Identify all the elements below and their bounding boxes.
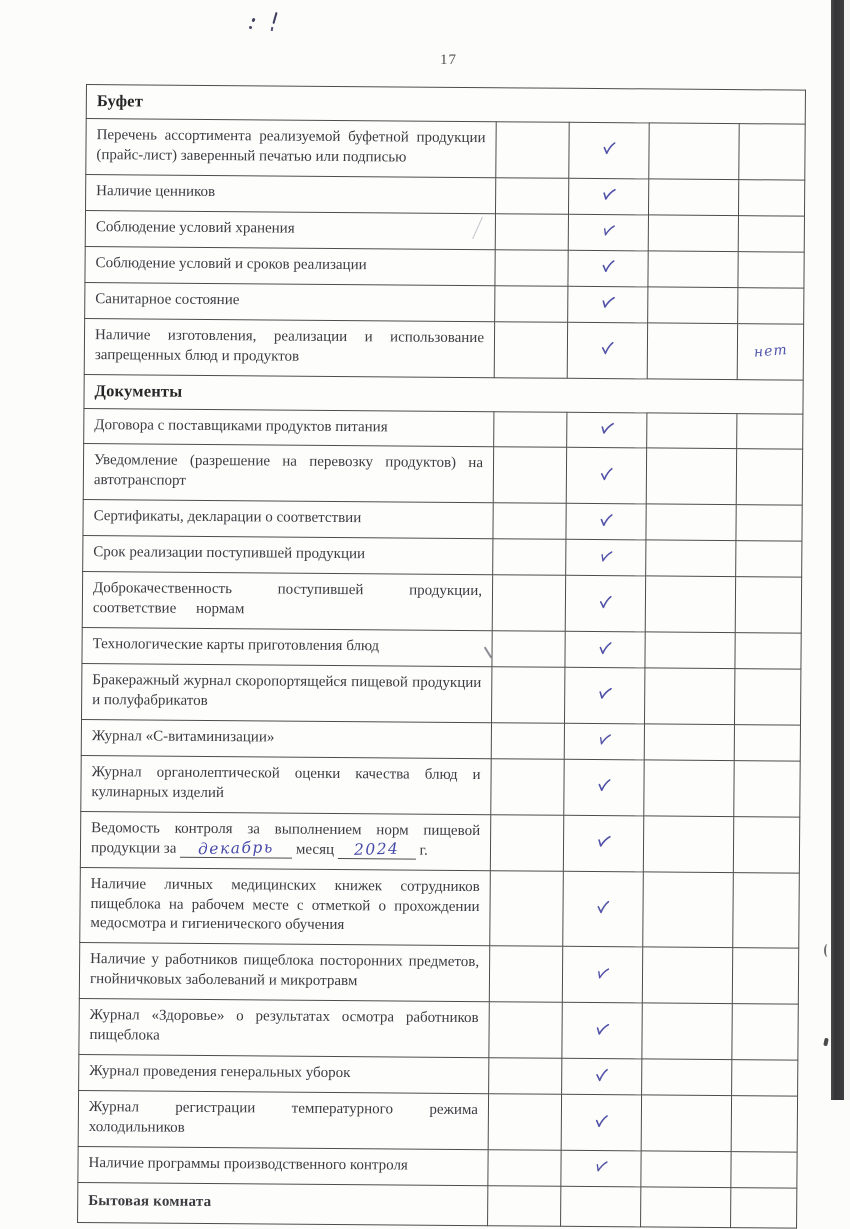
result-cell-2 xyxy=(641,1151,731,1188)
result-cell-2 xyxy=(643,871,734,948)
result-cell-1 xyxy=(489,1002,562,1058)
pen-scribble xyxy=(248,10,308,40)
checkmark-icon xyxy=(599,341,617,357)
result-cell-1 xyxy=(494,411,567,448)
result-cell-check xyxy=(566,504,646,541)
blank-line-year xyxy=(338,839,416,860)
ink-dot xyxy=(249,26,252,29)
checklist-row xyxy=(85,246,804,288)
item-description: Соблюдение условий хранения xyxy=(85,210,495,249)
result-cell-check xyxy=(564,759,644,816)
checkmark-icon xyxy=(594,900,612,916)
checkmark-icon xyxy=(600,222,617,240)
checklist-row xyxy=(86,119,805,181)
result-cell-1 xyxy=(491,759,564,815)
item-description-text: Ведомость контроля за выполнением норм пищевой продукции за xyxy=(90,819,481,857)
ink-slash xyxy=(272,12,277,24)
result-cell-2 xyxy=(642,1059,732,1096)
checkmark-icon xyxy=(594,833,613,850)
result-cell-2 xyxy=(649,123,739,180)
result-cell-check xyxy=(565,631,645,668)
checklist-row xyxy=(81,719,800,761)
result-cell-check xyxy=(567,322,647,379)
checklist-row xyxy=(81,755,800,817)
result-cell-2 xyxy=(644,668,734,725)
checklist-row xyxy=(79,943,798,1005)
result-cell-2 xyxy=(644,724,734,761)
checklist-row xyxy=(83,536,802,578)
result-cell-2 xyxy=(644,760,734,817)
result-cell-note xyxy=(736,449,802,505)
checklist-row xyxy=(82,628,801,670)
result-cell-1 xyxy=(496,122,569,178)
item-description: Наличие у работников пищеблока посторонних предметов, гнойничковых заболеваний и микротравм xyxy=(79,943,489,1002)
handwritten-month: декабрь xyxy=(197,837,275,858)
inspection-checklist-table xyxy=(77,84,806,1228)
result-cell-note xyxy=(738,287,804,323)
item-description: Технологические карты приготовления блюд xyxy=(82,628,492,667)
checkmark-icon xyxy=(600,259,617,274)
result-cell-check xyxy=(564,667,644,724)
result-cell-1 xyxy=(493,447,566,503)
result-cell-2 xyxy=(641,1187,731,1228)
result-cell-check xyxy=(568,178,648,215)
checkmark-icon xyxy=(598,467,616,483)
handwritten-note: нет xyxy=(752,342,788,361)
item-description xyxy=(80,811,490,870)
result-cell-note xyxy=(734,760,800,816)
checkmark-icon xyxy=(598,294,617,311)
checklist-row xyxy=(78,1146,797,1188)
checkmark-icon xyxy=(597,547,614,565)
ink-dot xyxy=(251,18,255,23)
result-cell-check xyxy=(562,1003,642,1060)
item-description: Договора с поставщиками продуктов питания xyxy=(84,408,494,447)
result-cell-note xyxy=(738,180,804,216)
result-cell-1 xyxy=(488,1186,561,1227)
item-description: Уведомление (разрешение на перевозку продуктов) на автотранспорт xyxy=(83,444,493,503)
result-cell-1 xyxy=(489,946,562,1002)
result-cell-note xyxy=(735,577,801,633)
item-description: Наличие программы производственного контроля xyxy=(78,1146,488,1185)
result-cell-1 xyxy=(493,539,566,576)
item-description: Журнал органолептической оценки качества блюд и кулинарных изделий xyxy=(81,755,491,814)
result-cell-note xyxy=(732,1004,798,1060)
checkmark-icon xyxy=(597,420,616,437)
item-description: Наличие изготовления, реализации и использование запрещенных блюд и продуктов xyxy=(84,318,494,377)
item-description: Наличие ценников xyxy=(86,174,496,213)
result-cell-note xyxy=(736,541,802,577)
result-cell-check xyxy=(562,947,642,1004)
checklist-row xyxy=(82,572,801,634)
result-cell-check xyxy=(566,448,646,505)
result-cell-check xyxy=(564,723,644,760)
checklist-row xyxy=(84,318,803,380)
result-cell-1 xyxy=(490,870,564,946)
item-description: Срок реализации поступившей продукции xyxy=(83,536,493,575)
result-cell-note xyxy=(737,323,803,379)
result-cell-1 xyxy=(492,631,565,668)
result-cell-note xyxy=(737,413,803,449)
result-cell-check xyxy=(562,1058,642,1095)
result-cell-2 xyxy=(641,1095,731,1152)
result-cell-check xyxy=(565,575,645,632)
result-cell-note xyxy=(735,633,801,669)
item-description: Журнал проведения генеральных уборок xyxy=(79,1055,489,1094)
item-description-text: г. xyxy=(419,842,428,859)
result-cell-note xyxy=(734,724,800,760)
result-cell-note xyxy=(731,1152,797,1188)
result-cell-note xyxy=(733,872,800,948)
checkmark-icon xyxy=(599,186,618,203)
result-cell-2 xyxy=(645,576,735,633)
result-cell-2 xyxy=(646,448,736,505)
result-cell-2 xyxy=(646,504,736,541)
result-cell-check xyxy=(567,412,647,449)
result-cell-check xyxy=(568,286,648,323)
result-cell-2 xyxy=(645,632,735,669)
result-cell-1 xyxy=(491,723,564,760)
result-cell-note xyxy=(732,948,798,1004)
result-cell-note xyxy=(733,816,799,872)
result-cell-1 xyxy=(492,575,565,631)
ink-slash xyxy=(271,27,274,31)
result-cell-note xyxy=(734,669,800,725)
item-description: Доброкачественность поступившей продукции, соответствие нормам xyxy=(82,572,492,631)
checkmark-icon xyxy=(597,594,615,610)
result-cell-check xyxy=(563,815,643,872)
blank-line-month xyxy=(180,837,292,858)
checklist-row xyxy=(80,811,799,873)
result-cell-note xyxy=(739,124,805,180)
scan-edge-highlight xyxy=(844,0,850,1100)
result-cell-1 xyxy=(489,1058,562,1095)
result-cell-2 xyxy=(648,215,738,252)
checkmark-icon xyxy=(593,1067,611,1083)
result-cell-note xyxy=(731,1096,797,1152)
section-title: Буфет xyxy=(86,85,805,125)
checklist-row xyxy=(84,408,803,450)
item-description: Журнал «С-витаминизации» xyxy=(81,719,491,758)
result-cell-2 xyxy=(647,323,737,380)
checklist-row xyxy=(83,444,802,506)
checkmark-icon xyxy=(600,141,617,156)
result-cell-1 xyxy=(494,321,567,377)
checklist-row xyxy=(79,1055,798,1097)
result-cell-2 xyxy=(643,816,733,873)
result-cell-note xyxy=(738,215,804,251)
scan-speck xyxy=(824,944,831,957)
item-description: Перечень ассортимента реализуемой буфетной продукции (прайс-лист) заверенный печатью или подписью xyxy=(86,119,496,178)
result-cell-2 xyxy=(648,179,738,216)
result-cell-1 xyxy=(488,1094,561,1150)
result-cell-2 xyxy=(647,412,737,449)
checklist-row xyxy=(85,210,804,252)
result-cell-2 xyxy=(646,540,736,577)
checkmark-icon xyxy=(597,641,614,656)
result-cell-check xyxy=(568,214,648,251)
checkmark-icon xyxy=(598,513,615,528)
page-number: 17 xyxy=(440,52,457,68)
checkmark-icon xyxy=(595,685,614,702)
checklist-body xyxy=(78,85,806,1228)
item-description: Журнал «Здоровье» о результатах осмотра работников пищеблока xyxy=(79,999,489,1058)
checkmark-icon xyxy=(594,965,611,983)
result-cell-1 xyxy=(495,178,568,215)
checklist-row xyxy=(86,174,805,216)
item-description: Сертификаты, декларации о соответствии xyxy=(83,500,493,539)
handwritten-year: 2024 xyxy=(353,839,400,859)
checkmark-icon xyxy=(593,1114,610,1129)
result-cell-2 xyxy=(648,287,738,324)
section-title: Бытовая комната xyxy=(78,1182,488,1225)
result-cell-note xyxy=(732,1060,798,1096)
result-cell-2 xyxy=(642,1003,732,1060)
result-cell-1 xyxy=(490,814,563,870)
result-cell-2 xyxy=(648,251,738,288)
result-cell-note xyxy=(736,505,802,541)
result-cell-check xyxy=(566,540,646,577)
item-description-text: месяц xyxy=(295,841,335,858)
result-cell-1 xyxy=(495,249,568,286)
item-description: Соблюдение условий и сроков реализации xyxy=(85,246,495,285)
result-cell-1 xyxy=(495,214,568,251)
result-cell-check xyxy=(569,122,649,179)
checklist-row xyxy=(83,500,802,542)
section-title: Документы xyxy=(84,374,803,414)
section-header-row xyxy=(86,85,805,125)
checkmark-icon xyxy=(596,731,613,749)
result-cell-check xyxy=(561,1150,641,1187)
checkmark-icon xyxy=(593,1021,612,1038)
checklist-row xyxy=(82,663,801,725)
result-cell-note xyxy=(738,251,804,287)
result-cell-check xyxy=(563,871,644,947)
item-description: Журнал регистрации температурного режима холодильников xyxy=(78,1091,488,1150)
result-cell-1 xyxy=(493,503,566,540)
item-description: Бракеражный журнал скоропортящейся пищевой продукции и полуфабрикатов xyxy=(82,663,492,722)
checklist-row xyxy=(80,867,800,948)
scan-edge-shadow xyxy=(831,0,844,1100)
result-cell-2 xyxy=(642,947,732,1004)
checkmark-icon xyxy=(595,778,612,793)
result-cell-note xyxy=(731,1187,797,1228)
scan-speck xyxy=(823,1038,829,1047)
checklist-row xyxy=(78,1182,797,1228)
result-cell-1 xyxy=(495,285,568,322)
result-cell-1 xyxy=(488,1150,561,1187)
item-description: Санитарное состояние xyxy=(85,282,495,321)
result-cell-1 xyxy=(491,667,564,723)
section-header-row xyxy=(84,374,803,414)
checklist-row xyxy=(79,999,798,1061)
checkmark-icon xyxy=(592,1158,609,1176)
item-description: Наличие личных медицинских книжек сотрудников пищеблока на рабочем месте с отметкой о прохождении медосмотра и гигиенического обучения xyxy=(80,867,491,946)
result-cell-check xyxy=(561,1094,641,1151)
result-cell-check xyxy=(568,250,648,287)
result-cell-check xyxy=(561,1186,641,1227)
checklist-row xyxy=(85,282,804,324)
